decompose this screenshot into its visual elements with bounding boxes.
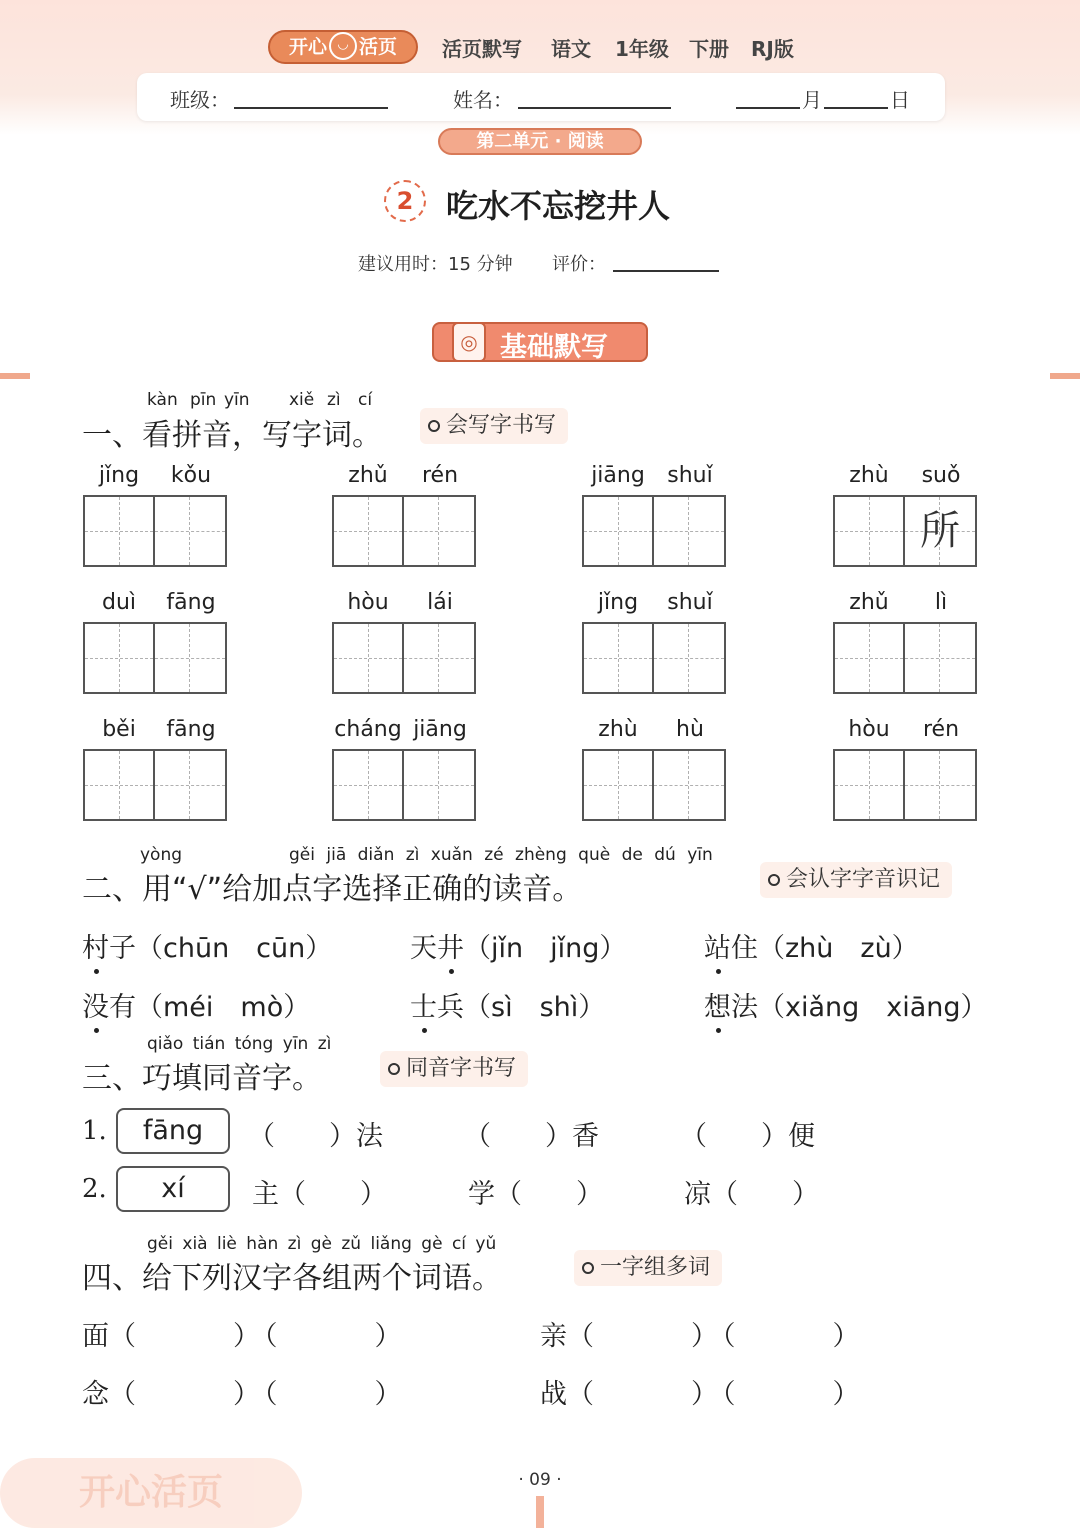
- brand-logo: [268, 30, 418, 64]
- header-edition: RJ版: [751, 37, 794, 61]
- pinyin-label: zhǔ: [348, 463, 388, 488]
- writing-cell[interactable]: [654, 624, 724, 692]
- writing-cell[interactable]: [155, 624, 225, 692]
- writing-cell[interactable]: [334, 624, 404, 692]
- pinyin-label: rén: [922, 717, 960, 742]
- class-label: 班级：: [170, 88, 230, 112]
- month-field[interactable]: [736, 107, 800, 109]
- q4-title: 四、给下列汉字各组两个词语。: [82, 1261, 502, 1296]
- choice-prefix: 天: [410, 933, 437, 964]
- writing-cell[interactable]: [905, 751, 975, 819]
- pinyin-label: duì: [101, 590, 137, 615]
- q1-title: 一、看拼音，写字词。: [82, 418, 382, 453]
- q2-pinyin-2: gěi jiā diǎn zì xuǎn zé zhèng què de dú yīn: [289, 845, 713, 865]
- pinyin-label: shuǐ: [667, 463, 713, 488]
- q1-pinyin-5: zì: [327, 390, 341, 410]
- cell-character: [334, 497, 404, 565]
- pinyin-label: fāng: [166, 590, 216, 615]
- brand-right: 活页: [359, 36, 398, 58]
- q2-title: 二、用“√”给加点字选择正确的读音。: [82, 872, 583, 907]
- q3-blank[interactable]: 凉（ ）: [684, 1179, 819, 1210]
- student-info-bar: [137, 73, 945, 121]
- writing-cell[interactable]: [85, 497, 155, 565]
- pinyin-label: hù: [676, 717, 704, 742]
- cell-character: [584, 497, 654, 565]
- q3-pinyin: qiǎo tián tóng yīn zì: [147, 1034, 332, 1054]
- pinyin-label: hòu: [848, 717, 890, 742]
- q4-tag: [574, 1250, 722, 1286]
- q3-row-number: 2.: [82, 1174, 107, 1204]
- pinyin-label: zhù: [849, 463, 889, 488]
- cell-character: [654, 497, 724, 565]
- cell-character: [155, 751, 225, 819]
- rating-label: 评价：: [552, 254, 606, 275]
- cell-character: [85, 624, 155, 692]
- q1-tag: [420, 408, 568, 444]
- lesson-title: 吃水不忘挖井人: [446, 187, 671, 225]
- cell-character: [155, 497, 225, 565]
- dotted-character: 没: [82, 992, 109, 1023]
- writing-cell[interactable]: [835, 497, 905, 565]
- writing-grid[interactable]: [582, 622, 726, 694]
- q1-pinyin-4: xiě: [289, 390, 315, 410]
- cell-character: 所: [920, 508, 960, 554]
- writing-cell[interactable]: [85, 624, 155, 692]
- writing-cell[interactable]: [404, 751, 474, 819]
- gear-icon: [388, 1063, 400, 1075]
- cell-character: [584, 751, 654, 819]
- pinyin-label: zhù: [598, 717, 638, 742]
- page-bar: [536, 1496, 544, 1528]
- q4-blank[interactable]: （ ）（ ）: [567, 1379, 864, 1410]
- q2-tag-label: 会认字字音识记: [786, 867, 941, 892]
- choice-options[interactable]: 有（méi mò）: [109, 992, 311, 1023]
- header-volume: 下册: [689, 37, 729, 61]
- gear-icon: [768, 874, 780, 886]
- choice-options[interactable]: 兵（sì shì）: [437, 992, 606, 1023]
- q3-sound-box: xí: [116, 1166, 230, 1212]
- writing-grid[interactable]: [83, 495, 227, 567]
- cell-character: [404, 624, 474, 692]
- cell-character: [334, 624, 404, 692]
- writing-cell[interactable]: [905, 497, 975, 565]
- q1-pinyin-2: pīn: [190, 390, 217, 410]
- q1-tag-label: 会写字书写: [446, 413, 557, 438]
- q4-item[interactable]: [540, 1372, 864, 1411]
- cell-character: [584, 624, 654, 692]
- cell-character: [155, 624, 225, 692]
- writing-cell[interactable]: [404, 624, 474, 692]
- q4-char: 亲: [540, 1321, 567, 1352]
- q3-tag: [380, 1051, 528, 1087]
- q4-blank[interactable]: （ ）（ ）: [109, 1379, 406, 1410]
- writing-grid[interactable]: [833, 749, 977, 821]
- suggested-time: 建议用时：15 分钟: [358, 254, 513, 275]
- dotted-character: 站: [704, 933, 731, 964]
- cell-character: [835, 751, 905, 819]
- gear-icon: [428, 420, 440, 432]
- name-field[interactable]: [518, 107, 671, 109]
- cell-character: [835, 624, 905, 692]
- writing-cell[interactable]: [155, 751, 225, 819]
- pinyin-label: jǐng: [98, 463, 140, 488]
- unit-label: 第二单元 · 阅读: [438, 128, 642, 155]
- writing-grid[interactable]: [833, 622, 977, 694]
- section-title: 基础默写: [500, 332, 608, 363]
- reading-choice[interactable]: [410, 926, 626, 965]
- choice-options[interactable]: 子（chūn cūn）: [109, 933, 333, 964]
- writing-grid[interactable]: [332, 495, 476, 567]
- writing-cell[interactable]: [155, 497, 225, 565]
- cell-character: [654, 624, 724, 692]
- writing-cell[interactable]: [584, 497, 654, 565]
- pinyin-label: jiāng: [413, 717, 467, 742]
- dotted-character: 井: [437, 933, 464, 964]
- q3-tag-label: 同音字书写: [406, 1056, 517, 1081]
- q4-item[interactable]: [82, 1314, 406, 1353]
- cell-character: [85, 751, 155, 819]
- choice-options[interactable]: 法（xiǎng xiāng）: [731, 992, 988, 1023]
- writing-cell[interactable]: [654, 751, 724, 819]
- pinyin-label: zhǔ: [849, 590, 889, 615]
- q4-pinyin: gěi xià liè hàn zì gè zǔ liǎng gè cí yǔ: [147, 1234, 497, 1254]
- q3-blank[interactable]: （ ）法: [248, 1121, 383, 1152]
- pinyin-label: cháng: [334, 717, 402, 742]
- day-field[interactable]: [824, 107, 888, 109]
- writing-cell[interactable]: [404, 497, 474, 565]
- pinyin-label: suǒ: [921, 463, 961, 488]
- writing-grid[interactable]: [83, 749, 227, 821]
- pinyin-label: kǒu: [170, 463, 212, 488]
- day-label: 日: [890, 88, 910, 112]
- q3-blank[interactable]: （ ）香: [464, 1121, 599, 1152]
- left-edge-tick: [0, 373, 30, 379]
- choice-options[interactable]: （jǐn jǐng）: [464, 933, 627, 964]
- writing-grid[interactable]: [332, 622, 476, 694]
- month-label: 月: [802, 88, 822, 112]
- writing-cell[interactable]: [905, 624, 975, 692]
- brand-watermark: 开心活页: [0, 1458, 302, 1528]
- right-edge-tick: [1050, 373, 1080, 379]
- writing-grid[interactable]: [582, 749, 726, 821]
- gear-icon: [582, 1262, 594, 1274]
- cell-character: [334, 751, 404, 819]
- pinyin-label: jiāng: [591, 463, 645, 488]
- cell-character: [404, 751, 474, 819]
- q4-blank[interactable]: （ ）（ ）: [567, 1321, 864, 1352]
- reading-choice[interactable]: [704, 985, 988, 1024]
- pinyin-label: shuǐ: [667, 590, 713, 615]
- q4-tag-label: 一字组多词: [600, 1255, 711, 1280]
- q3-sound-box: fāng: [116, 1108, 230, 1154]
- q4-item[interactable]: [82, 1372, 406, 1411]
- pinyin-label: lì: [934, 590, 948, 615]
- q2-tag: [760, 862, 952, 898]
- page-number: · 09 ·: [518, 1470, 562, 1490]
- book-icon: ◎: [452, 322, 486, 362]
- pinyin-label: rén: [421, 463, 459, 488]
- pinyin-label: hòu: [347, 590, 389, 615]
- header-subtitle: 活页默写: [442, 37, 522, 61]
- reading-choice[interactable]: [82, 926, 332, 965]
- brand-left: 开心: [288, 36, 327, 58]
- dotted-character: 村: [82, 933, 109, 964]
- writing-grid[interactable]: [332, 749, 476, 821]
- q4-char: 战: [540, 1379, 567, 1410]
- rating-field[interactable]: [613, 270, 719, 272]
- cell-character: [905, 624, 975, 692]
- pinyin-label: lái: [427, 590, 453, 615]
- class-field[interactable]: [234, 107, 388, 109]
- writing-cell[interactable]: [835, 751, 905, 819]
- writing-grid[interactable]: [833, 495, 977, 567]
- q3-title: 三、巧填同音字。: [82, 1061, 322, 1096]
- q1-pinyin-3: yīn: [224, 390, 250, 410]
- writing-cell[interactable]: [85, 751, 155, 819]
- q4-char: 面: [82, 1321, 109, 1352]
- cell-character: [654, 751, 724, 819]
- q3-blank[interactable]: 主（ ）: [252, 1179, 387, 1210]
- writing-cell[interactable]: [584, 751, 654, 819]
- writing-cell[interactable]: [835, 624, 905, 692]
- cell-character: [905, 751, 975, 819]
- q4-char: 念: [82, 1379, 109, 1410]
- q1-pinyin-6: cí: [358, 390, 373, 410]
- q4-item[interactable]: [540, 1314, 864, 1353]
- writing-grid[interactable]: [83, 622, 227, 694]
- pinyin-label: běi: [102, 717, 136, 742]
- writing-cell[interactable]: [334, 497, 404, 565]
- pinyin-label: jǐng: [597, 590, 639, 615]
- reading-choice[interactable]: [410, 985, 605, 1024]
- q3-blank[interactable]: 学（ ）: [468, 1179, 603, 1210]
- reading-choice[interactable]: [82, 985, 310, 1024]
- cell-character: [835, 497, 905, 565]
- q1-pinyin-1: kàn: [147, 390, 178, 410]
- writing-cell[interactable]: [654, 497, 724, 565]
- q3-blank[interactable]: （ ）便: [680, 1121, 815, 1152]
- header-grade: 1年级: [615, 37, 669, 61]
- reading-choice[interactable]: [704, 926, 919, 965]
- q2-pinyin-1: yòng: [140, 845, 183, 865]
- q4-blank[interactable]: （ ）（ ）: [109, 1321, 406, 1352]
- q3-row-number: 1.: [82, 1116, 107, 1146]
- smile-icon: ◡: [329, 32, 357, 60]
- lesson-number: 2: [384, 180, 426, 222]
- writing-cell[interactable]: [334, 751, 404, 819]
- dotted-character: 想: [704, 992, 731, 1023]
- writing-grid[interactable]: [582, 495, 726, 567]
- name-label: 姓名：: [453, 88, 513, 112]
- choice-options[interactable]: 住（zhù zù）: [731, 933, 919, 964]
- pinyin-label: fāng: [166, 717, 216, 742]
- writing-cell[interactable]: [584, 624, 654, 692]
- cell-character: [85, 497, 155, 565]
- header-subject: 语文: [551, 37, 591, 61]
- cell-character: [404, 497, 474, 565]
- dotted-character: 士: [410, 992, 437, 1023]
